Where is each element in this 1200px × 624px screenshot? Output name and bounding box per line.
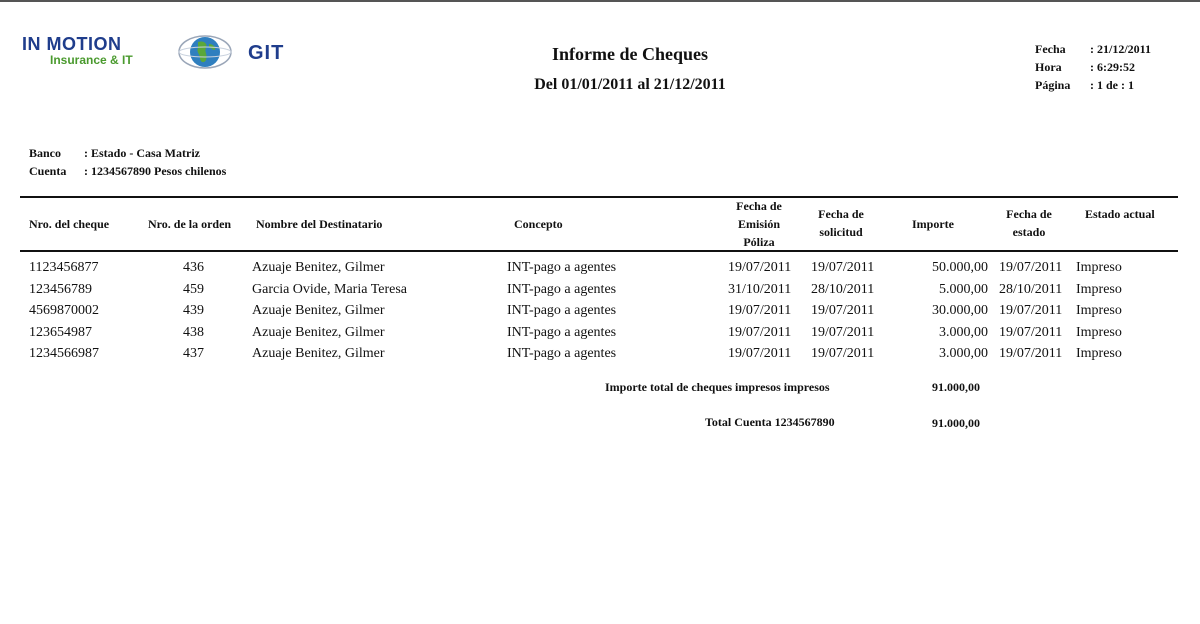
cell-solicitud: 19/07/2011	[811, 303, 875, 318]
account-info	[29, 144, 226, 180]
cell-fecha-estado: 19/07/2011	[999, 324, 1063, 340]
table-row	[0, 260, 1200, 282]
header-importe: Importe	[912, 217, 954, 231]
header-nombre: Nombre del Destinatario	[256, 217, 383, 231]
cell-importe: 5.000,00	[939, 281, 988, 297]
cell-solicitud: 19/07/2011	[811, 260, 875, 275]
header-concepto: Concepto	[514, 217, 563, 231]
cell-estado: Impreso	[1076, 324, 1122, 340]
banco-value: : Estado - Casa Matriz	[84, 146, 200, 160]
cell-fecha-estado: 19/07/2011	[999, 260, 1063, 275]
header-solicitud	[802, 205, 880, 241]
cell-estado: Impreso	[1076, 303, 1122, 318]
cell-concepto: INT-pago a agentes	[507, 260, 617, 275]
cell-estado: Impreso	[1076, 260, 1122, 275]
header-fecha-estado	[992, 205, 1066, 241]
logo-git-text: GIT	[248, 42, 285, 64]
cuenta-value: : 1234567890 Pesos chilenos	[84, 164, 227, 178]
cell-nombre: Azuaje Benitez, Gilmer	[252, 346, 385, 361]
globe-icon	[178, 34, 232, 70]
cell-solicitud: 28/10/2011	[811, 281, 875, 297]
total-cuenta-label: Total Cuenta 1234567890	[705, 415, 835, 429]
cell-concepto: INT-pago a agentes	[507, 346, 617, 361]
header-solicitud-line2: solicitud	[819, 225, 863, 239]
top-border	[0, 0, 1200, 2]
cell-concepto: INT-pago a agentes	[507, 281, 617, 297]
total-cuenta-value: 91.000,00	[932, 416, 980, 430]
table-row	[0, 325, 1200, 347]
header-emision-line1: Fecha de	[736, 199, 782, 213]
cell-cheque: 1234566987	[29, 346, 99, 361]
cell-emision: 19/07/2011	[728, 346, 792, 361]
cell-importe: 50.000,00	[932, 260, 988, 275]
cell-solicitud: 19/07/2011	[811, 346, 875, 361]
report-meta	[1035, 40, 1151, 94]
pagina-value: : 1 de : 1	[1090, 78, 1134, 92]
cell-importe: 3.000,00	[939, 346, 988, 361]
fecha-label: Fecha	[1035, 42, 1066, 56]
table-row	[0, 303, 1200, 325]
header-orden: Nro. de la orden	[148, 217, 232, 231]
logo-main-text: IN MOTION	[22, 34, 122, 54]
header-emision-line3: Póliza	[743, 235, 775, 249]
header-emision-line2: Emisión	[737, 217, 780, 231]
table-row	[0, 282, 1200, 304]
cell-cheque: 123654987	[29, 324, 92, 340]
cell-estado: Impreso	[1076, 281, 1122, 297]
cell-cheque: 1123456877	[29, 260, 99, 275]
cell-nombre: Azuaje Benitez, Gilmer	[252, 303, 385, 318]
header-solicitud-line1: Fecha de	[818, 207, 864, 221]
cell-nombre: Azuaje Benitez, Gilmer	[252, 324, 385, 340]
cell-orden: 438	[183, 324, 204, 340]
fecha-value: : 21/12/2011	[1090, 42, 1152, 56]
header-cheque: Nro. del cheque	[29, 217, 110, 231]
cell-importe: 30.000,00	[932, 303, 988, 318]
cell-emision: 19/07/2011	[728, 303, 792, 318]
cell-orden: 436	[183, 260, 204, 275]
banco-label: Banco	[29, 146, 62, 160]
header-estado-actual: Estado actual	[1085, 207, 1155, 221]
pagina-label: Página	[1035, 78, 1071, 92]
total-impresos-label: Importe total de cheques impresos impresos	[605, 380, 830, 394]
cell-estado: Impreso	[1076, 346, 1122, 361]
cell-cheque: 4569870002	[29, 303, 99, 318]
cell-concepto: INT-pago a agentes	[507, 303, 617, 318]
cell-concepto: INT-pago a agentes	[507, 324, 617, 340]
table-row	[0, 346, 1200, 368]
hora-label: Hora	[1035, 60, 1062, 74]
table-top-rule	[20, 196, 1178, 198]
cell-emision: 19/07/2011	[728, 324, 792, 340]
cell-nombre: Azuaje Benitez, Gilmer	[252, 260, 385, 275]
cell-nombre: Garcia Ovide, Maria Teresa	[252, 281, 408, 297]
cell-solicitud: 19/07/2011	[811, 324, 875, 340]
cell-importe: 3.000,00	[939, 324, 988, 340]
total-impresos-value: 91.000,00	[932, 380, 980, 394]
cell-fecha-estado: 19/07/2011	[999, 346, 1063, 361]
report-date-range: Del 01/01/2011 al 21/12/2011	[534, 76, 726, 93]
report-title: Informe de Cheques	[552, 44, 708, 64]
cell-fecha-estado: 19/07/2011	[999, 303, 1063, 318]
cell-orden: 459	[183, 281, 204, 297]
table-header-rule	[20, 250, 1178, 252]
cell-emision: 19/07/2011	[728, 260, 792, 275]
header-emision	[720, 197, 798, 251]
cell-emision: 31/10/2011	[728, 281, 792, 297]
logo-sub-text: Insurance & IT	[50, 53, 133, 67]
cell-orden: 439	[183, 303, 204, 318]
company-logo	[22, 34, 302, 76]
cell-cheque: 123456789	[29, 281, 92, 297]
header-fecha-estado-line1: Fecha de	[1006, 207, 1052, 221]
hora-value: : 6:29:52	[1090, 60, 1135, 74]
cheque-list	[0, 260, 1200, 368]
cuenta-label: Cuenta	[29, 164, 67, 178]
cell-orden: 437	[183, 346, 204, 361]
header-fecha-estado-line2: estado	[1012, 225, 1046, 239]
cell-fecha-estado: 28/10/2011	[999, 281, 1063, 297]
